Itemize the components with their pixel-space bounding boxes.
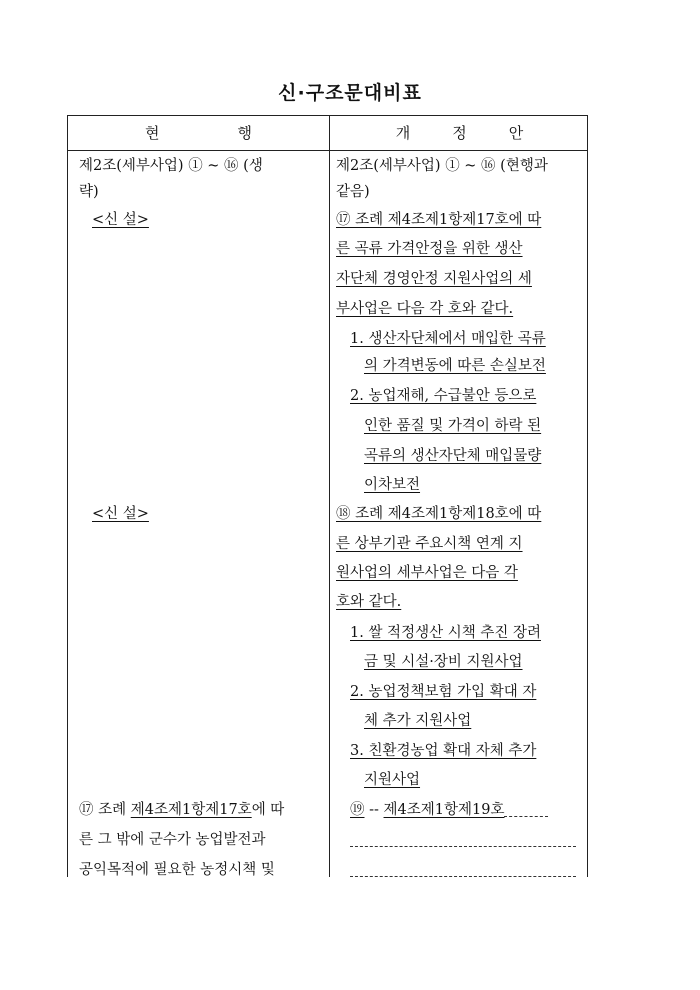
right-p17-item2-line1: 2. 농업재해, 수급불안 등으로 (350, 388, 537, 404)
right-p17-item2-line2: 인한 품질 및 가격이 하락 된 (364, 418, 542, 434)
right-p18-item2-line1: 2. 농업정책보험 가입 확대 자 (350, 684, 537, 700)
left-new-provision-1: <신 설> (92, 212, 149, 228)
right-article2-line1: 제2조(세부사업) ① ~ ⑯ (현행과 (336, 158, 548, 174)
right-p18-item3-line2: 지원사업 (364, 772, 421, 788)
left-p17-rest: 에 따 (251, 802, 285, 818)
comparison-table (67, 115, 588, 877)
right-p17-item2-line3: 곡류의 생산자단체 매입물량 (364, 448, 542, 464)
right-p17-line3: 자단체 경영안정 지원사업의 세 (336, 271, 532, 287)
left-new-provision-2: <신 설> (92, 506, 149, 522)
header-revised-char-2: 정 (452, 124, 467, 142)
right-p17-item1-line1: 1. 생산자단체에서 매입한 곡류 (350, 331, 546, 347)
right-p18-line3: 원사업의 세부사업은 다음 각 (336, 565, 518, 581)
column-divider (329, 116, 330, 877)
header-divider (68, 150, 587, 151)
left-paragraph17-line1 (79, 797, 284, 823)
left-paragraph17-line2: 른 그 밖에 군수가 농업발전과 (79, 832, 266, 848)
left-article2-line2: 략) (79, 184, 99, 200)
right-p19-line3 (350, 857, 576, 883)
right-p17-line4: 부사업은 다음 각 호와 같다. (336, 301, 514, 317)
right-p17-item1-line2: 의 가격변동에 따른 손실보전 (364, 358, 546, 374)
right-article2-line2: 같음) (336, 184, 370, 200)
right-p19-dash-line2 (350, 833, 576, 847)
right-p18-item1-line2: 금 및 시설·장비 지원사업 (364, 654, 523, 670)
header-current (68, 122, 329, 143)
right-p18-item2-line2: 체 추가 지원사업 (364, 713, 472, 729)
header-revised-char-3: 안 (508, 124, 524, 142)
right-p18-line2: 른 상부기관 주요시책 연계 지 (336, 536, 523, 552)
right-p18-line1: ⑱ 조례 제4조제1항제18호에 따 (336, 506, 542, 522)
left-article2-line1: 제2조(세부사업) ① ~ ⑯ (생 (79, 158, 263, 174)
right-p17-item2-line4: 이차보전 (364, 477, 421, 493)
right-p19-dash-line3 (350, 863, 576, 877)
page-title: 신·구조문대비표 (278, 82, 422, 104)
right-p17-line1: ⑰ 조례 제4조제1항제17호에 따 (336, 212, 542, 228)
right-p19-reference: 제4조제1항제19호 (383, 802, 505, 818)
header-current-char-2: 행 (237, 124, 252, 142)
left-p17-number: ⑰ 조례 (79, 802, 131, 818)
right-p17-line2: 른 곡류 가격안정을 위한 생산 (336, 241, 523, 257)
header-revised-char-1: 개 (395, 124, 411, 142)
left-p17-reference: 제4조제1항제17호 (130, 802, 252, 818)
right-p19-line1 (350, 797, 548, 823)
header-current-char-1: 현 (145, 124, 160, 142)
right-p18-line4: 호와 같다. (336, 594, 402, 610)
right-p19-number: ⑲ (350, 802, 365, 818)
right-p19-line2 (350, 827, 576, 853)
right-p19-dash: -- (369, 802, 379, 818)
right-p18-item1-line1: 1. 쌀 적정생산 시책 추진 장려 (350, 625, 541, 641)
right-p18-item3-line1: 3. 친환경농업 확대 자체 추가 (350, 743, 537, 759)
left-paragraph17-line3: 공익목적에 필요한 농정시책 및 (79, 862, 275, 878)
header-revised (330, 122, 589, 143)
right-p19-dash-fill (504, 803, 548, 817)
